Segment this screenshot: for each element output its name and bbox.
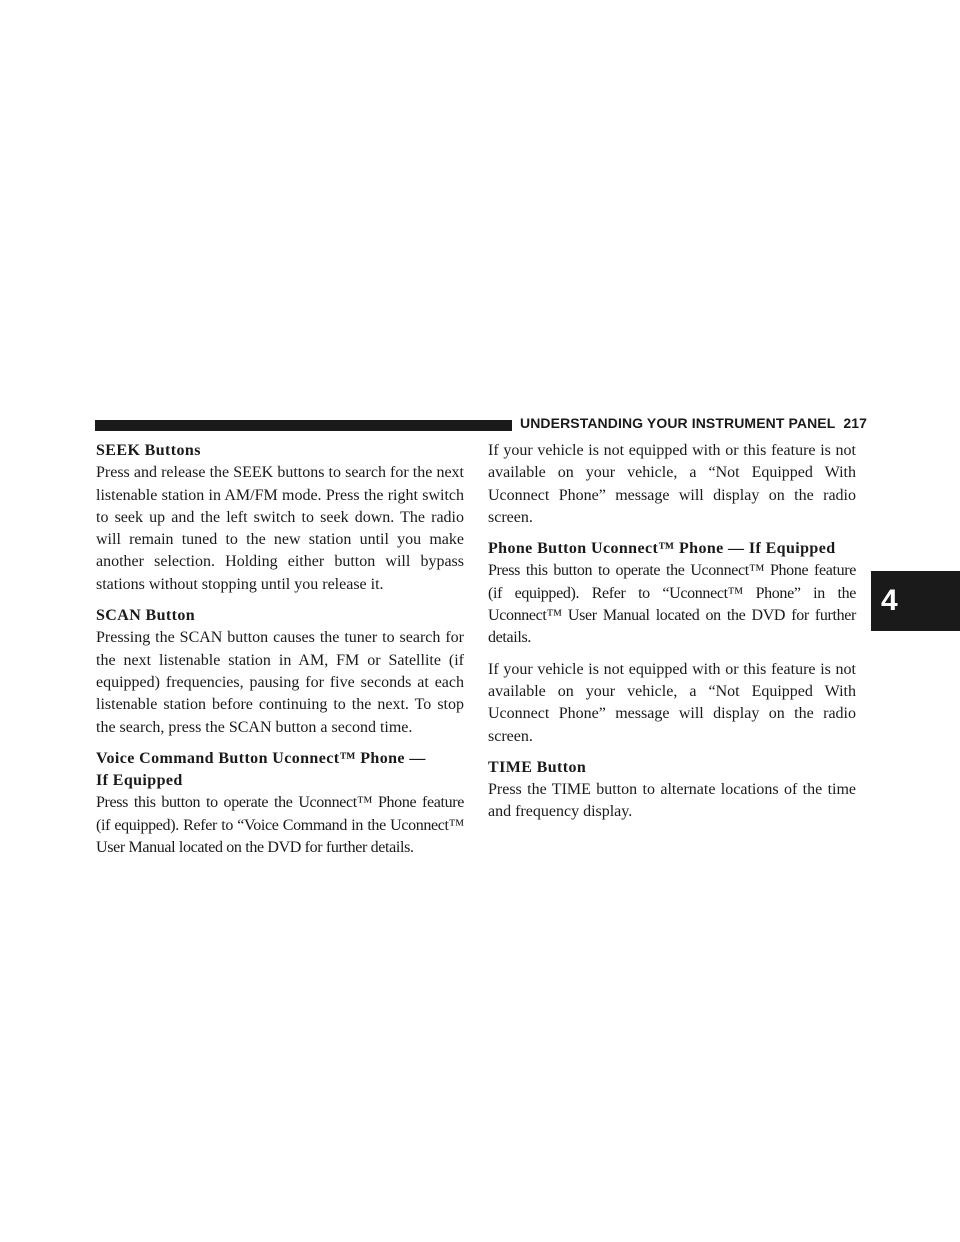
section-body: Press this button to operate the Uconnect™ Phone feature (if equipped). Refer to “Uconnect™ Phone” in the Uconnect™ User Manual located on the DVD for further details. xyxy=(488,562,856,647)
section-heading: Phone Button Uconnect™ Phone — If Equipped xyxy=(488,540,836,558)
section-heading: SEEK Buttons xyxy=(96,442,201,459)
section-heading: SCAN Button xyxy=(96,607,196,625)
page-number: 217 xyxy=(843,415,868,431)
section-heading-line2: If Equipped xyxy=(96,772,183,790)
section-heading: TIME Button xyxy=(488,758,587,776)
section-not-equipped-1 xyxy=(488,440,856,529)
section-phone-button xyxy=(488,538,856,649)
section-body: Press and release the SEEK buttons to search for the next listenable station in AM/FM mode. Press the right switch to seek up and the left switch to seek down. The radio will remain tuned to the new station until you make another selection. Holding either button will bypass stations without stopping until you release it. xyxy=(96,464,464,593)
section-heading-line1: Voice Command Button Uconnect™ Phone — xyxy=(96,749,426,767)
section-voice-command xyxy=(96,748,464,859)
section-body: Press the TIME button to alternate locations of the time and frequency display. xyxy=(488,781,856,821)
chapter-tab: 4 xyxy=(871,571,960,631)
running-header xyxy=(520,415,867,431)
section-time-button xyxy=(488,757,856,824)
right-column xyxy=(488,440,856,833)
section-seek-buttons xyxy=(96,440,464,596)
left-column xyxy=(96,440,464,868)
section-body: Press this button to operate the Uconnect™ Phone feature (if equipped). Refer to “Voice Command in the Uconnect™ User Manual located on the DVD for further details. xyxy=(96,794,464,857)
section-body: If your vehicle is not equipped with or this feature is not available on your vehicle, a “Not Equipped With Uconnect Phone” message will display on the radio screen. xyxy=(488,660,856,745)
section-not-equipped-2 xyxy=(488,659,856,748)
header-rule xyxy=(95,420,512,431)
section-body: Pressing the SCAN button causes the tuner to search for the next listenable station in AM, FM or Satellite (if equipped) frequencies, pausing for five seconds at each listenable station before continuing to the next. To stop the search, press the SCAN button a second time. xyxy=(96,629,464,736)
section-body: If your vehicle is not equipped with or this feature is not available on your vehicle, a “Not Equipped With Uconnect Phone” message will display on the radio screen. xyxy=(488,442,856,526)
section-scan-button xyxy=(96,605,464,739)
header-title: UNDERSTANDING YOUR INSTRUMENT PANEL xyxy=(520,415,836,431)
